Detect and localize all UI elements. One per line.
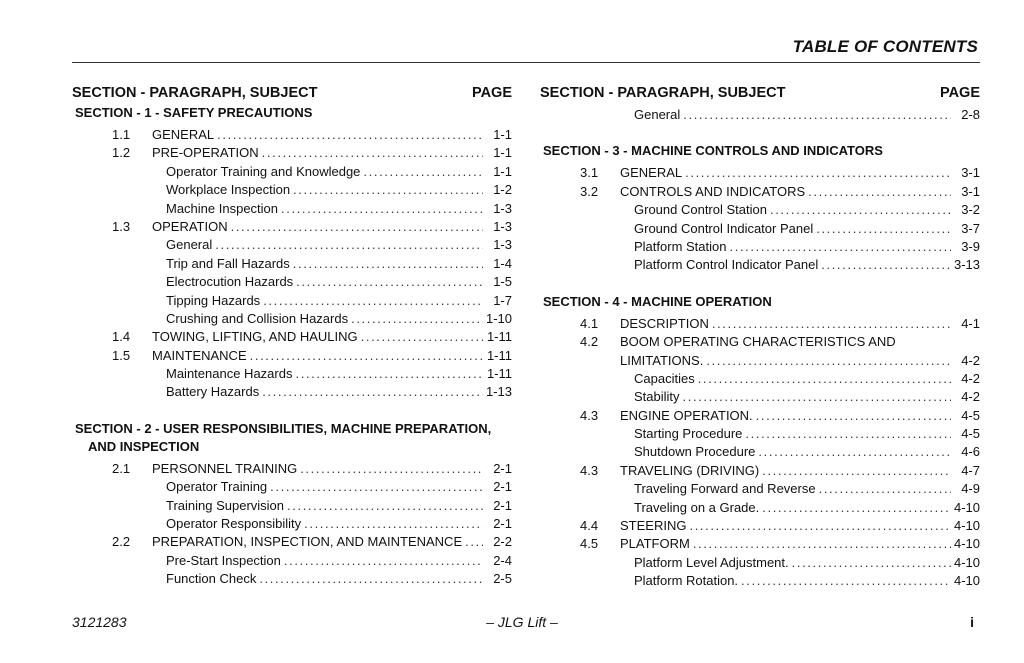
toc-entry[interactable] (72, 163, 512, 181)
toc-entry[interactable] (72, 218, 512, 236)
toc-entry[interactable] (540, 535, 980, 553)
dot-leader (792, 554, 951, 572)
column-header-page: PAGE (471, 85, 512, 101)
dot-leader (262, 383, 483, 401)
dot-leader (693, 535, 951, 553)
entry-page: 3-13 (953, 257, 980, 273)
dot-leader (363, 163, 483, 181)
entry-title: Platform Station (634, 238, 727, 254)
entry-title: Operator Responsibility (166, 516, 302, 532)
section-2-entries (72, 460, 512, 589)
dot-leader (770, 201, 951, 219)
entry-title: Platform Rotation. (634, 573, 739, 589)
dot-leader (683, 106, 951, 124)
entry-title: Operator Training and Knowledge (166, 163, 361, 179)
toc-entry[interactable] (72, 292, 512, 310)
entry-page: 4-2 (961, 352, 980, 368)
entry-page: 1-1 (493, 163, 512, 179)
toc-entry[interactable] (540, 480, 980, 498)
dot-leader (816, 220, 951, 238)
dot-leader (698, 370, 951, 388)
entry-page: 1-1 (493, 127, 512, 142)
entry-number: 1.5 (112, 347, 131, 363)
toc-entry[interactable] (540, 388, 980, 406)
dot-leader (296, 273, 483, 291)
dot-leader (300, 460, 483, 478)
toc-entry[interactable] (72, 273, 512, 291)
entry-title: Ground Control Station (634, 202, 767, 218)
entry-title: PRE-OPERATION (152, 145, 259, 161)
entry-page: 1-5 (493, 274, 512, 290)
entry-title: Pre-Start Inspection (166, 552, 281, 568)
entry-page: 4-2 (961, 370, 980, 386)
toc-entry[interactable] (540, 370, 980, 388)
entry-page: 3-2 (961, 202, 980, 218)
entry-page: 2-2 (493, 534, 512, 550)
dot-leader (270, 478, 483, 496)
column-header (540, 82, 980, 104)
entry-title: PERSONNEL TRAINING (152, 460, 298, 476)
entry-page: 4-9 (961, 481, 980, 497)
entry-title: TOWING, LIFTING, AND HAULING (152, 329, 358, 345)
section-2-title-line1: SECTION - 2 - USER RESPONSIBILITIES, MACHINE PREPARATION, (75, 420, 492, 436)
entry-page: 3-1 (961, 165, 980, 181)
entry-title: Battery Hazards (166, 384, 260, 400)
entry-number: 1.3 (112, 218, 131, 234)
dot-leader (745, 425, 951, 443)
dot-leader (689, 517, 951, 535)
toc-column-left (72, 82, 512, 589)
entry-page: 1-13 (485, 384, 512, 400)
dot-leader (250, 347, 483, 365)
entry-title: STEERING (620, 518, 687, 534)
entry-title: DESCRIPTION (620, 315, 709, 331)
entry-page: 1-3 (493, 218, 512, 234)
entry-title: OPERATION (152, 218, 228, 234)
toc-entry[interactable] (72, 144, 512, 162)
entry-title: Stability (634, 389, 680, 405)
entry-number: 4.1 (580, 315, 599, 331)
entry-page: 4-7 (961, 462, 980, 478)
entry-number: 2.1 (112, 460, 131, 476)
entry-title: Training Supervision (166, 497, 285, 513)
section-4-title[interactable]: SECTION - 4 - MACHINE OPERATION (543, 293, 772, 309)
column-header-page: PAGE (939, 85, 980, 101)
entry-title: General (166, 237, 213, 253)
entry-page: 1-3 (493, 200, 512, 216)
section-1-title[interactable]: SECTION - 1 - SAFETY PRECAUTIONS (75, 105, 313, 120)
entry-number: 2.2 (112, 534, 131, 550)
entry-title: Traveling Forward and Reverse (634, 481, 816, 497)
footer-brand: – JLG Lift – (486, 614, 558, 630)
toc-entry[interactable] (540, 220, 980, 238)
page-title: TABLE OF CONTENTS (792, 37, 978, 56)
entry-page: 1-3 (493, 237, 512, 253)
toc-entry[interactable] (72, 478, 512, 496)
entry-page: 4-2 (961, 389, 980, 405)
toc-entry[interactable] (72, 570, 512, 588)
toc-entry[interactable] (540, 333, 980, 351)
dot-leader (808, 183, 951, 201)
dot-leader (762, 499, 951, 517)
toc-entry[interactable] (540, 201, 980, 219)
entry-page: 2-1 (493, 479, 512, 495)
entry-title: PLATFORM (620, 536, 690, 552)
toc-entry[interactable] (540, 499, 980, 517)
entry-page: 2-1 (493, 497, 512, 513)
toc-entry[interactable] (72, 310, 512, 328)
entry-page: 2-4 (493, 552, 512, 568)
toc-entry[interactable] (540, 315, 980, 333)
entry-page: 4-10 (953, 536, 980, 552)
entry-page: 3-9 (961, 238, 980, 254)
entry-page: 4-10 (953, 573, 980, 589)
toc-entry[interactable] (540, 352, 980, 370)
entry-title: General (634, 107, 681, 122)
entry-title: Workplace Inspection (166, 182, 291, 198)
dot-leader (262, 144, 483, 162)
dot-leader (756, 407, 951, 425)
entry-number: 4.3 (580, 407, 599, 423)
entry-title: ENGINE OPERATION. (620, 407, 753, 423)
column-header (72, 82, 512, 104)
dot-leader (361, 328, 483, 346)
header-rule (72, 62, 980, 63)
entry-number: 4.3 (580, 462, 599, 478)
toc-entry[interactable] (72, 383, 512, 401)
toc-entry[interactable] (72, 255, 512, 273)
entry-page: 1-4 (493, 255, 512, 271)
entry-number: 1.4 (112, 329, 131, 345)
dot-leader (287, 497, 483, 515)
entry-page: 2-8 (961, 107, 980, 122)
entry-number: 4.5 (580, 536, 599, 552)
dot-leader (685, 164, 951, 182)
entry-title: Shutdown Procedure (634, 444, 756, 460)
dot-leader (217, 126, 483, 144)
toc-entry[interactable] (540, 238, 980, 256)
dot-leader (263, 292, 483, 310)
entry-page: 1-10 (485, 310, 512, 326)
toc-entry-carryover[interactable] (540, 106, 980, 124)
dot-leader (683, 388, 951, 406)
entry-title: Ground Control Indicator Panel (634, 220, 814, 236)
entry-page: 4-10 (953, 518, 980, 534)
entry-page: 1-11 (486, 329, 512, 345)
dot-leader (351, 310, 483, 328)
toc-entry[interactable] (540, 517, 980, 535)
toc-entry[interactable] (540, 554, 980, 572)
toc-entry[interactable] (540, 407, 980, 425)
entry-title: Trip and Fall Hazards (166, 255, 290, 271)
dot-leader (304, 515, 483, 533)
section-4-entries (540, 315, 980, 591)
entry-page: 2-5 (493, 571, 512, 587)
entry-title: MAINTENANCE (152, 347, 247, 363)
column-header-subject: SECTION - PARAGRAPH, SUBJECT (72, 85, 318, 101)
entry-page: 4-10 (953, 554, 980, 570)
entry-title: Platform Level Adjustment. (634, 554, 789, 570)
entry-page: 1-11 (486, 366, 512, 382)
entry-title: Maintenance Hazards (166, 366, 293, 382)
entry-page: 4-10 (953, 499, 980, 515)
toc-entry[interactable] (72, 552, 512, 570)
dot-leader (281, 200, 483, 218)
entry-page: 4-1 (961, 315, 980, 331)
dot-leader (741, 572, 951, 590)
entry-title: Function Check (166, 571, 257, 587)
dot-leader (821, 256, 951, 274)
dot-leader (730, 238, 952, 256)
toc-entry[interactable] (72, 236, 512, 254)
entry-title: BOOM OPERATING CHARACTERISTICS AND (620, 334, 896, 350)
entry-title: PREPARATION, INSPECTION, AND MAINTENANCE (152, 534, 463, 550)
entry-number: 1.2 (112, 145, 131, 161)
entry-page: 4-5 (961, 426, 980, 442)
entry-number: 3.1 (580, 165, 599, 181)
dot-leader (712, 315, 951, 333)
section-1-entries (72, 126, 512, 402)
section-3-title[interactable]: SECTION - 3 - MACHINE CONTROLS AND INDICATORS (543, 143, 883, 159)
entry-page: 4-5 (961, 407, 980, 423)
toc-entry[interactable] (540, 572, 980, 590)
toc-entry[interactable] (540, 164, 980, 182)
entry-title: Machine Inspection (166, 200, 279, 216)
section-2-title-line2: AND INSPECTION (88, 438, 200, 454)
entry-page: 1-11 (486, 347, 512, 363)
dot-leader (215, 236, 483, 254)
entry-page: 4-6 (961, 444, 980, 460)
toc-entry[interactable] (72, 533, 512, 551)
entry-number: 3.2 (580, 183, 599, 199)
dot-leader (762, 462, 951, 480)
toc-entry[interactable] (540, 443, 980, 461)
entry-title: Operator Training (166, 479, 268, 495)
dot-leader (293, 181, 483, 199)
dot-leader (819, 480, 951, 498)
entry-title: CONTROLS AND INDICATORS (620, 183, 806, 199)
entry-title: LIMITATIONS. (620, 352, 704, 368)
toc-entry[interactable] (72, 347, 512, 365)
entry-title: Electrocution Hazards (166, 274, 294, 290)
entry-page: 2-1 (493, 516, 512, 532)
toc-entry[interactable] (72, 460, 512, 478)
entry-title: Crushing and Collision Hazards (166, 310, 349, 326)
dot-leader (706, 352, 951, 370)
section-3-entries (540, 164, 980, 274)
toc-column-right (540, 82, 980, 591)
entry-number: 4.2 (580, 334, 599, 350)
entry-title: GENERAL (620, 165, 683, 181)
toc-entry[interactable] (540, 425, 980, 443)
toc-entry[interactable] (72, 126, 512, 144)
entry-title: TRAVELING (DRIVING) (620, 462, 760, 478)
toc-entry[interactable] (72, 365, 512, 383)
toc-entry[interactable] (72, 497, 512, 515)
entry-title: Starting Procedure (634, 426, 743, 442)
toc-entry[interactable] (540, 183, 980, 201)
toc-entry[interactable] (540, 462, 980, 480)
entry-page: 3-7 (961, 220, 980, 236)
page-number: i (970, 614, 974, 630)
entry-title: Tipping Hazards (166, 292, 261, 308)
entry-page: 1-2 (493, 182, 512, 198)
entry-title: Capacities (634, 370, 695, 386)
dot-leader (231, 218, 483, 236)
dot-leader (293, 255, 483, 273)
entry-title: GENERAL (152, 127, 215, 142)
dot-leader (295, 365, 483, 383)
entry-number: 4.4 (580, 518, 599, 534)
column-header-subject: SECTION - PARAGRAPH, SUBJECT (540, 85, 786, 101)
entry-page: 2-1 (493, 460, 512, 476)
document-number: 3121283 (72, 614, 127, 630)
dot-leader (465, 533, 483, 551)
dot-leader (284, 552, 483, 570)
section-2-title[interactable] (72, 420, 512, 456)
entry-title: Traveling on a Grade. (634, 499, 760, 515)
toc-entry[interactable] (72, 200, 512, 218)
toc-entry[interactable] (72, 515, 512, 533)
entry-number: 1.1 (112, 127, 131, 142)
dot-leader (758, 443, 951, 461)
entry-page: 3-1 (961, 183, 980, 199)
entry-title: Platform Control Indicator Panel (634, 257, 819, 273)
entry-page: 1-7 (493, 292, 512, 308)
dot-leader (259, 570, 483, 588)
toc-entry[interactable] (540, 256, 980, 274)
entry-page: 1-1 (493, 145, 512, 161)
toc-entry[interactable] (72, 181, 512, 199)
toc-entry[interactable] (72, 328, 512, 346)
